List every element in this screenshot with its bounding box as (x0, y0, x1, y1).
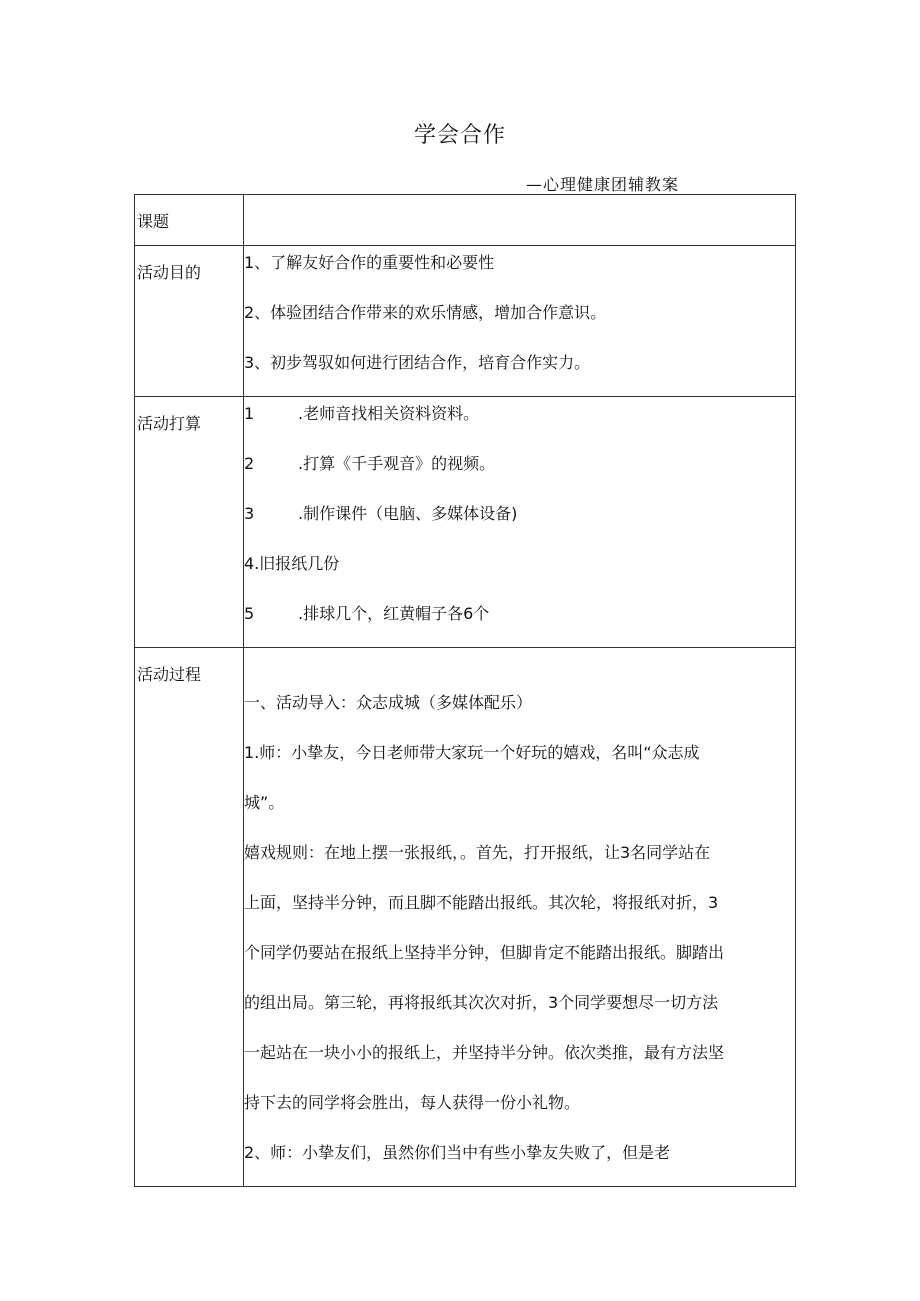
process-line: 1.师：小挚友，今日老师带大家玩一个好玩的嬉戏，名叫“众志成 (244, 743, 700, 762)
process-content (244, 648, 796, 1187)
process-line: 个同学仍要站在报纸上坚持半分钟，但脚肯定不能踏出报纸。脚踏出 (244, 943, 725, 962)
table-row-goals (135, 246, 796, 397)
table-row-process (135, 648, 796, 1187)
process-line: 持下去的同学将会胜出，每人获得一份小礼物。 (244, 1093, 581, 1112)
table-row-topic (135, 195, 796, 246)
prep-item-text: .老师音找相关资料资料。 (298, 404, 480, 423)
prep-item (244, 547, 795, 597)
prep-item-number: 5 (244, 604, 255, 623)
prep-item (244, 397, 795, 447)
prep-item (244, 497, 795, 547)
goal-label: 活动目的 (137, 263, 202, 282)
goal-item: 2、体验团结合作带来的欢乐情感，增加合作意识。 (244, 303, 607, 322)
process-line: 嬉戏规则：在地上摆一张报纸，。首先，打开报纸，让3名同学站在 (244, 843, 711, 862)
goal-item: 1、了解友好合作的重要性和必要性 (244, 253, 495, 272)
document-subtitle: —心理健康团辅教案 (526, 175, 680, 194)
process-line: 一起站在一块小小的报纸上，并坚持半分钟。依次类推，最有方法坚 (244, 1043, 725, 1062)
prep-item-text: .制作课件（电脑、多媒体设备) (298, 504, 518, 523)
goal-item: 3、初步驾驭如何进行团结合作，培育合作实力。 (244, 353, 591, 372)
prep-item (244, 447, 795, 497)
process-line: 2、师：小挚友们，虽然你们当中有些小挚友失败了，但是老 (244, 1143, 671, 1162)
goal-label-cell (135, 246, 244, 397)
process-line: 一、活动导入：众志成城（多媒体配乐） (244, 693, 533, 712)
topic-label-cell (135, 195, 244, 246)
prep-item-number: 3 (244, 504, 255, 523)
topic-value-cell (244, 195, 796, 246)
process-line: 城”。 (244, 793, 285, 812)
table-row-preparation (135, 397, 796, 648)
prep-item-text: 4.旧报纸几份 (244, 554, 340, 573)
prep-item (244, 597, 795, 647)
process-line: 上面，坚持半分钟，而且脚不能踏出报纸。其次轮，将报纸对折，3 (244, 893, 719, 912)
process-line: 的组出局。第三轮，再将报纸其次次对折，3个同学要想尽一切方法 (244, 993, 719, 1012)
prep-label-cell (135, 397, 244, 648)
prep-list (244, 397, 796, 648)
prep-item-text: .排球几个，红黄帽子各6个 (298, 604, 490, 623)
goal-list (244, 246, 796, 397)
prep-item-number: 2 (244, 454, 255, 473)
prep-item-text: .打算《千手观音》的视频。 (298, 454, 496, 473)
topic-label: 课题 (137, 212, 170, 231)
lesson-plan-table (134, 194, 796, 1187)
prep-item-number: 1 (244, 404, 255, 423)
process-label: 活动过程 (137, 665, 202, 684)
prep-label: 活动打算 (137, 414, 202, 433)
document-title: 学会合作 (413, 123, 506, 148)
process-label-cell (135, 648, 244, 1187)
